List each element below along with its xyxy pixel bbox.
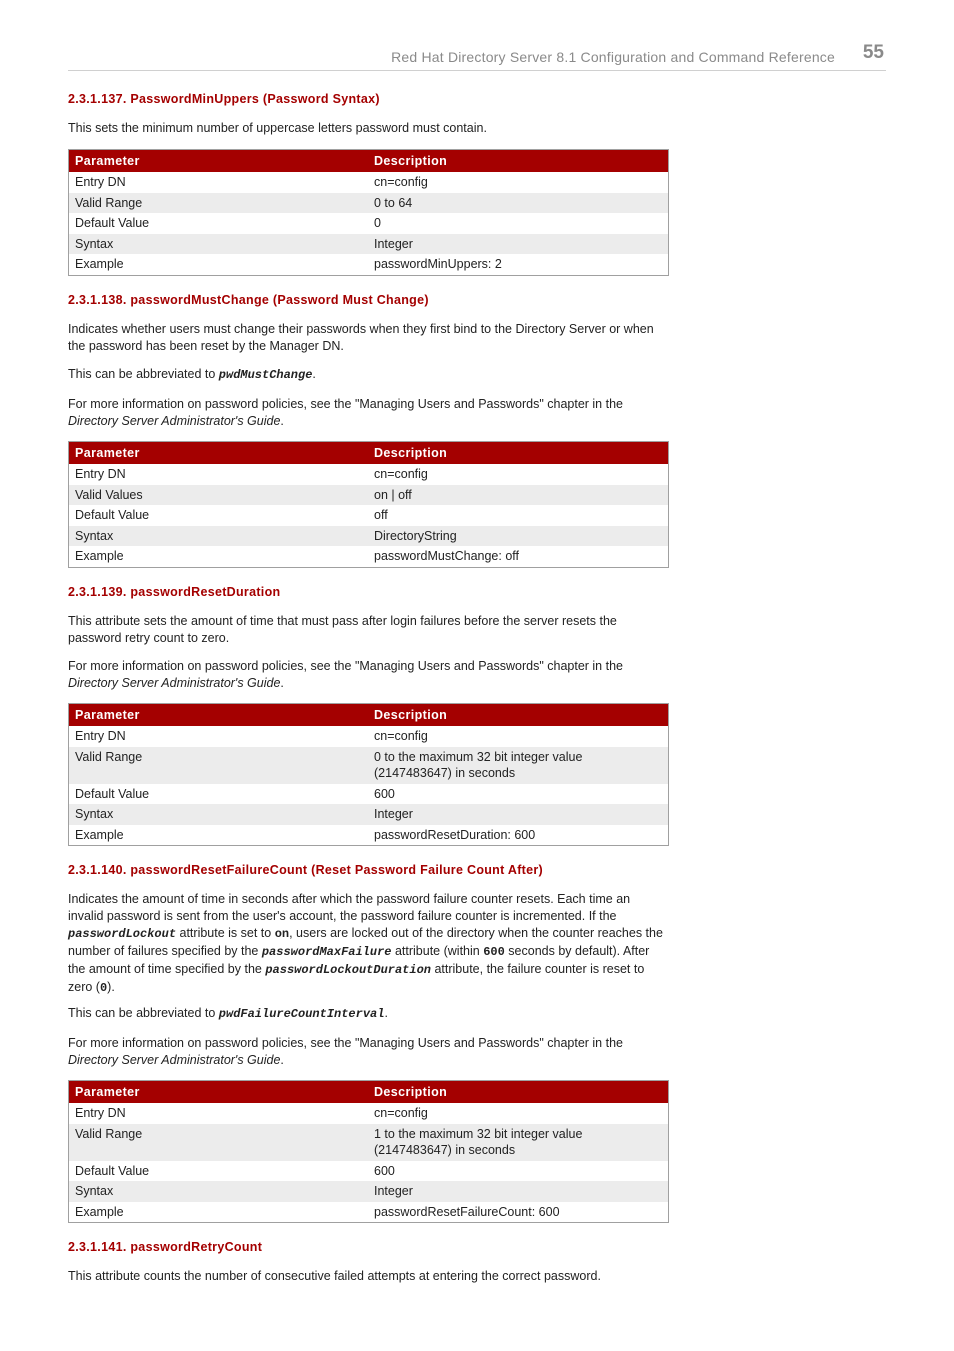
table-row [69, 505, 669, 526]
section-139-more-info: For more information on password policies, see the "Managing Users and Passwords" chapter in the Directory Server Administrator's Guide. [68, 659, 623, 690]
table-row [69, 254, 669, 275]
cell-parameter: Valid Range [69, 193, 369, 214]
section-heading-140: 2.3.1.140. passwordResetFailureCount (Reset Password Failure Count After) [68, 863, 544, 877]
table-138 [68, 441, 668, 568]
cell-description: Integer [368, 1181, 669, 1202]
section-138-more-info: For more information on password policies, see the "Managing Users and Passwords" chapter in the Directory Server Administrator's Guide. [68, 397, 623, 428]
cell-parameter: Entry DN [75, 467, 126, 481]
table-row [69, 193, 669, 214]
cell-description: 1 to the maximum 32 bit integer value (2147483647) in seconds [368, 1124, 669, 1161]
section-137-intro: This sets the minimum number of uppercase letters password must contain. [68, 121, 487, 135]
cell-parameter: Example [75, 257, 124, 271]
table-row [69, 172, 669, 193]
cell-parameter: Valid Values [69, 485, 369, 506]
cell-parameter: Syntax [69, 526, 369, 547]
table-row [69, 784, 669, 805]
col-header-description: Description [368, 1081, 669, 1104]
cell-description: passwordMinUppers: 2 [374, 257, 502, 271]
guide-title: Directory Server Administrator's Guide [68, 675, 281, 690]
header-title: Red Hat Directory Server 8.1 Configuration and Command Reference [391, 49, 835, 65]
guide-title: Directory Server Administrator's Guide [68, 1052, 281, 1067]
cell-description: 600 [374, 786, 395, 801]
section-140-p1: Indicates the amount of time in seconds after which the password failure counter resets. Each time an invalid password is sent from the user's account, the password failure counter is incremented. If the passwordLockout attribute is set to on, users are locked out of the directory when the counter reaches the number of failures specified by the passwordMaxFailure attribute (within 600 seconds by default). After the amount of time specified by the passwordLockoutDuration attribute, the failure counter is reset to zero (0). [68, 892, 663, 995]
cell-description: Integer [368, 804, 669, 825]
section-138-abbrev: This can be abbreviated to pwdMustChange. [68, 367, 316, 382]
cell-parameter: Default Value [75, 786, 150, 801]
cell-parameter: Syntax [69, 804, 369, 825]
attr-code: passwordLockoutDuration [265, 963, 431, 977]
param-table [68, 1080, 669, 1223]
cell-description: Integer [368, 234, 669, 255]
cell-parameter: Example [75, 1204, 124, 1219]
cell-description: passwordResetDuration: 600 [374, 827, 536, 842]
cell-parameter: Default Value [75, 508, 150, 522]
table-row [69, 485, 669, 506]
table-row [69, 526, 669, 547]
param-table [68, 441, 669, 568]
cell-description: 600 [374, 1163, 395, 1178]
section-140-more-info: For more information on password policies, see the "Managing Users and Passwords" chapter in the Directory Server Administrator's Guide. [68, 1036, 623, 1067]
col-header-description: Description [368, 150, 669, 173]
table-row [69, 213, 669, 234]
section-138-p1: Indicates whether users must change their passwords when they first bind to the Directory Server or when the password has been reset by the Manager DN. [68, 322, 654, 353]
col-header-parameter: Parameter [69, 150, 369, 173]
section-141-p1: This attribute counts the number of consecutive failed attempts at entering the correct password. [68, 1269, 601, 1283]
page-number: 55 [862, 42, 884, 63]
section-heading-139: 2.3.1.139. passwordResetDuration [68, 585, 281, 599]
cell-parameter: Valid Range [69, 1124, 369, 1161]
table-row [69, 747, 669, 784]
table-row [69, 1124, 669, 1161]
cell-description: off [374, 508, 388, 522]
table-137 [68, 149, 668, 276]
table-row [69, 825, 669, 846]
value-code: on [274, 927, 290, 941]
section-heading-141: 2.3.1.141. passwordRetryCount [68, 1240, 263, 1254]
cell-parameter: Example [75, 827, 124, 842]
table-139 [68, 703, 668, 846]
section-heading-137: 2.3.1.137. PasswordMinUppers (Password Syntax) [68, 92, 380, 106]
cell-parameter: Example [75, 549, 124, 563]
col-header-description: Description [368, 704, 669, 727]
cell-description: passwordMustChange: off [374, 549, 519, 563]
table-row [69, 1103, 669, 1124]
cell-description: DirectoryString [368, 526, 669, 547]
table-140 [68, 1080, 668, 1223]
cell-description: 0 to the maximum 32 bit integer value (2147483647) in seconds [368, 747, 669, 784]
table-row [69, 1181, 669, 1202]
table-row [69, 464, 669, 485]
attr-code: passwordMaxFailure [261, 945, 392, 959]
cell-description: cn=config [374, 175, 428, 189]
section-140-abbrev: This can be abbreviated to pwdFailureCountInterval. [68, 1006, 388, 1021]
col-header-description: Description [368, 442, 669, 465]
section-heading-138: 2.3.1.138. passwordMustChange (Password Must Change) [68, 293, 429, 307]
col-header-parameter: Parameter [69, 1081, 369, 1104]
cell-description: passwordResetFailureCount: 600 [374, 1204, 560, 1219]
col-header-parameter: Parameter [69, 442, 369, 465]
table-row [69, 726, 669, 747]
param-table [68, 149, 669, 276]
param-table [68, 703, 669, 846]
cell-description: 0 to 64 [368, 193, 669, 214]
cell-parameter: Entry DN [75, 1106, 126, 1120]
table-row [69, 1161, 669, 1182]
attr-code: pwdMustChange [218, 368, 313, 382]
cell-parameter: Default Value [75, 216, 150, 230]
attr-code: passwordLockout [68, 927, 177, 941]
cell-parameter: Entry DN [75, 729, 126, 743]
value-code: 600 [483, 945, 505, 959]
table-row [69, 804, 669, 825]
cell-parameter: Syntax [69, 1181, 369, 1202]
cell-parameter: Entry DN [75, 175, 126, 189]
table-row [69, 234, 669, 255]
table-row [69, 546, 669, 567]
value-code: 0 [99, 981, 108, 995]
cell-description: on | off [368, 485, 669, 506]
cell-parameter: Valid Range [69, 747, 369, 784]
section-139-p1: This attribute sets the amount of time that must pass after login failures before the server resets the password retry count to zero. [68, 614, 617, 645]
cell-parameter: Default Value [75, 1163, 150, 1178]
cell-description: cn=config [374, 467, 428, 481]
col-header-parameter: Parameter [69, 704, 369, 727]
attr-code: pwdFailureCountInterval [218, 1007, 385, 1021]
cell-description: cn=config [374, 729, 428, 743]
guide-title: Directory Server Administrator's Guide [68, 413, 281, 428]
cell-description: cn=config [374, 1106, 428, 1120]
table-row [69, 1202, 669, 1223]
cell-description: 0 [374, 216, 381, 230]
cell-parameter: Syntax [69, 234, 369, 255]
running-header [68, 44, 886, 71]
